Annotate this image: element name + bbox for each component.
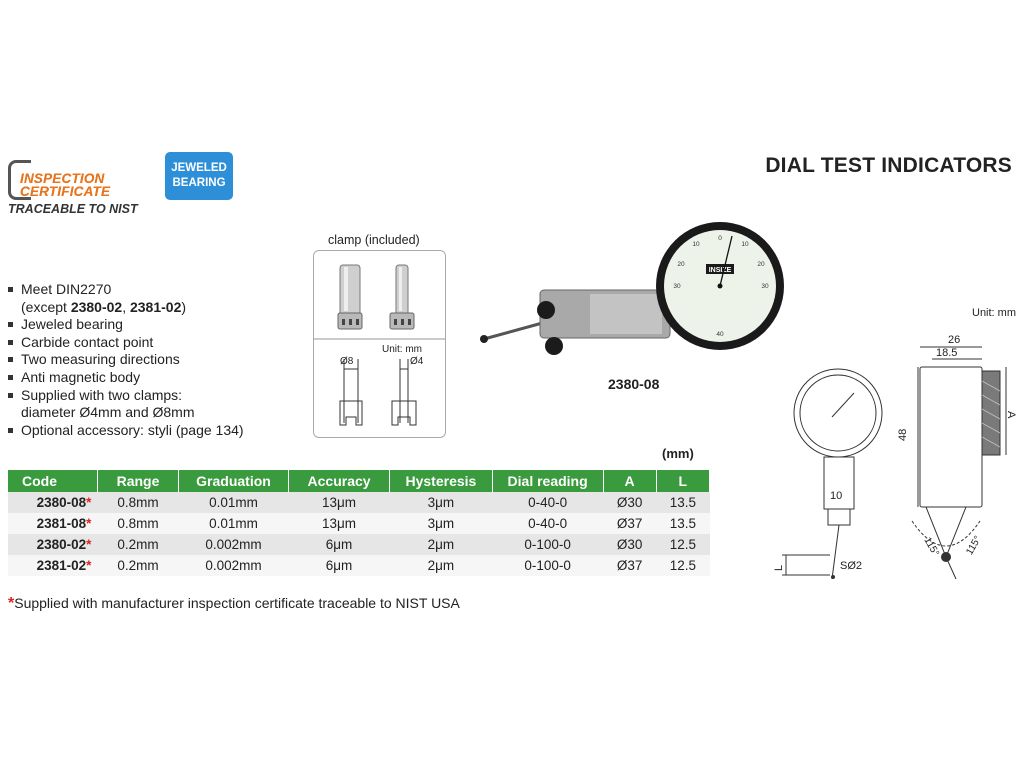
feature-text: (except [21,298,71,315]
column-header-range: Range [97,470,178,492]
drawing-label-sphere: SØ2 [840,560,863,572]
table-row [8,513,710,534]
technical-drawing [772,325,1024,585]
indicator-swivel-knob [545,337,563,355]
cell-a: Ø37 [603,555,656,576]
drawing-dial-needle [832,393,854,417]
column-header-accuracy: Accuracy [288,470,389,492]
column-header-a: A [603,470,656,492]
drawing-dial-inner [800,375,876,451]
cell-range: 0.8mm [97,513,178,534]
feature-item-continuation [8,299,308,317]
svg-text:20: 20 [757,261,765,268]
clamp-4mm-photo [390,265,414,329]
footnote-star: * [8,595,15,612]
drawing-label-L: L [773,564,785,571]
cell-l: 13.5 [656,513,709,534]
cell-graduation: 0.01mm [179,492,289,513]
drawing-label-48: 48 [897,428,909,441]
drawing-unit-label: Unit: mm [972,307,1016,319]
jeweled-bearing-badge [165,152,233,200]
footnote-text: Supplied with manufacturer inspection certificate traceable to NIST USA [14,595,460,611]
drawing-label-26: 26 [948,334,961,346]
cell-hysteresis: 2μm [390,534,493,555]
feature-code: 2381-02 [129,298,182,315]
cell-hysteresis: 2μm [390,555,493,576]
feature-separator: , [122,298,130,315]
cell-graduation: 0.01mm [179,513,289,534]
cell-code: 2381-08* [8,513,97,534]
feature-item: Two measuring directions [8,351,308,369]
badge-line1: JEWELED [171,162,227,174]
table-row [8,555,710,576]
certificate-logo-line1: INSPECTION [20,171,105,186]
certificate-logo-line2: CERTIFICATE [20,184,111,199]
column-header-hysteresis: Hysteresis [390,470,493,492]
cell-graduation: 0.002mm [179,534,289,555]
cell-range: 0.2mm [97,555,178,576]
drawing-stylus [832,525,839,579]
cell-accuracy: 13μm [288,492,389,513]
cell-l: 13.5 [656,492,709,513]
cell-code: 2380-08* [8,492,97,513]
dial-needle-hub [718,284,723,289]
cell-a: Ø37 [603,513,656,534]
drawing-side-body [920,367,982,507]
badge-line2: BEARING [172,177,226,189]
svg-text:40: 40 [716,331,724,338]
clamp-drawing [314,251,445,437]
cell-range: 0.2mm [97,534,178,555]
column-header-code: Code [8,470,97,492]
dial-indicator-image [470,218,790,378]
cell-accuracy: 6μm [288,555,389,576]
cell-accuracy: 6μm [288,534,389,555]
clamp-caption: clamp (included) [328,233,420,247]
svg-text:30: 30 [673,283,681,290]
svg-text:0: 0 [718,235,722,242]
clamp-illustration-box [313,250,446,438]
drawing-pivot [941,552,951,562]
cell-a: Ø30 [603,534,656,555]
drawing-angle-left: 115° [921,535,941,559]
column-header-graduation: Graduation [179,470,289,492]
clamp-8mm-drawing [340,359,362,425]
drawing-label-A: A [1005,411,1017,419]
svg-text:30: 30 [761,283,769,290]
product-model-label: 2380-08 [608,376,660,392]
cell-a: Ø30 [603,492,656,513]
certificate-traceable-text: TRACEABLE TO NIST [8,202,138,216]
clamp-4mm-drawing [392,359,416,425]
table-row [8,492,710,513]
drawing-angle-right: 115° [964,534,984,557]
cell-accuracy: 13μm [288,513,389,534]
feature-code: 2380-02 [70,298,123,315]
clamp-dim-8: Ø8 [340,356,354,367]
svg-text:10: 10 [692,241,700,248]
indicator-stylus [484,322,546,339]
feature-text-end: ) [181,298,187,315]
svg-text:10: 10 [741,241,749,248]
feature-item: Meet DIN2270 [8,281,308,299]
cell-l: 12.5 [656,534,709,555]
footnote [8,595,460,613]
page-title: DIAL TEST INDICATORS [765,154,1012,177]
feature-item: Carbide contact point [8,334,308,352]
feature-item: Supplied with two clamps: [8,387,308,405]
feature-item: Optional accessory: styli (page 134) [8,422,308,440]
cell-dial-reading: 0-40-0 [492,492,603,513]
clamp-unit-label: Unit: mm [382,344,422,355]
indicator-body-panel [590,294,662,334]
indicator-contact-point [480,335,488,343]
drawing-label-18-5: 18.5 [936,347,958,359]
cell-hysteresis: 3μm [390,513,493,534]
column-header-dial-reading: Dial reading [492,470,603,492]
drawing-stem-foot [828,509,850,525]
drawing-label-10: 10 [830,490,843,502]
dial-brand: INSIZE [708,267,732,274]
feature-item: Jeweled bearing [8,316,308,334]
svg-text:20: 20 [677,261,685,268]
cell-dial-reading: 0-40-0 [492,513,603,534]
drawing-dial-outer [794,369,882,457]
table-unit-label: (mm) [662,446,694,461]
cell-hysteresis: 3μm [390,492,493,513]
column-header-l: L [656,470,709,492]
cell-dial-reading: 0-100-0 [492,534,603,555]
cell-code: 2381-02* [8,555,97,576]
clamp-8mm-photo [338,265,362,329]
table-row [8,534,710,555]
cell-l: 12.5 [656,555,709,576]
indicator-swivel-knob [537,301,555,319]
table-header-row [8,470,710,492]
cell-dial-reading: 0-100-0 [492,555,603,576]
cell-range: 0.8mm [97,492,178,513]
feature-list [8,281,308,439]
feature-item: Anti magnetic body [8,369,308,387]
cell-graduation: 0.002mm [179,555,289,576]
specification-table [8,470,710,576]
feature-item-continuation: diameter Ø4mm and Ø8mm [21,404,195,421]
drawing-ball-tip [831,575,835,579]
cell-code: 2380-02* [8,534,97,555]
clamp-dim-4: Ø4 [410,356,424,367]
